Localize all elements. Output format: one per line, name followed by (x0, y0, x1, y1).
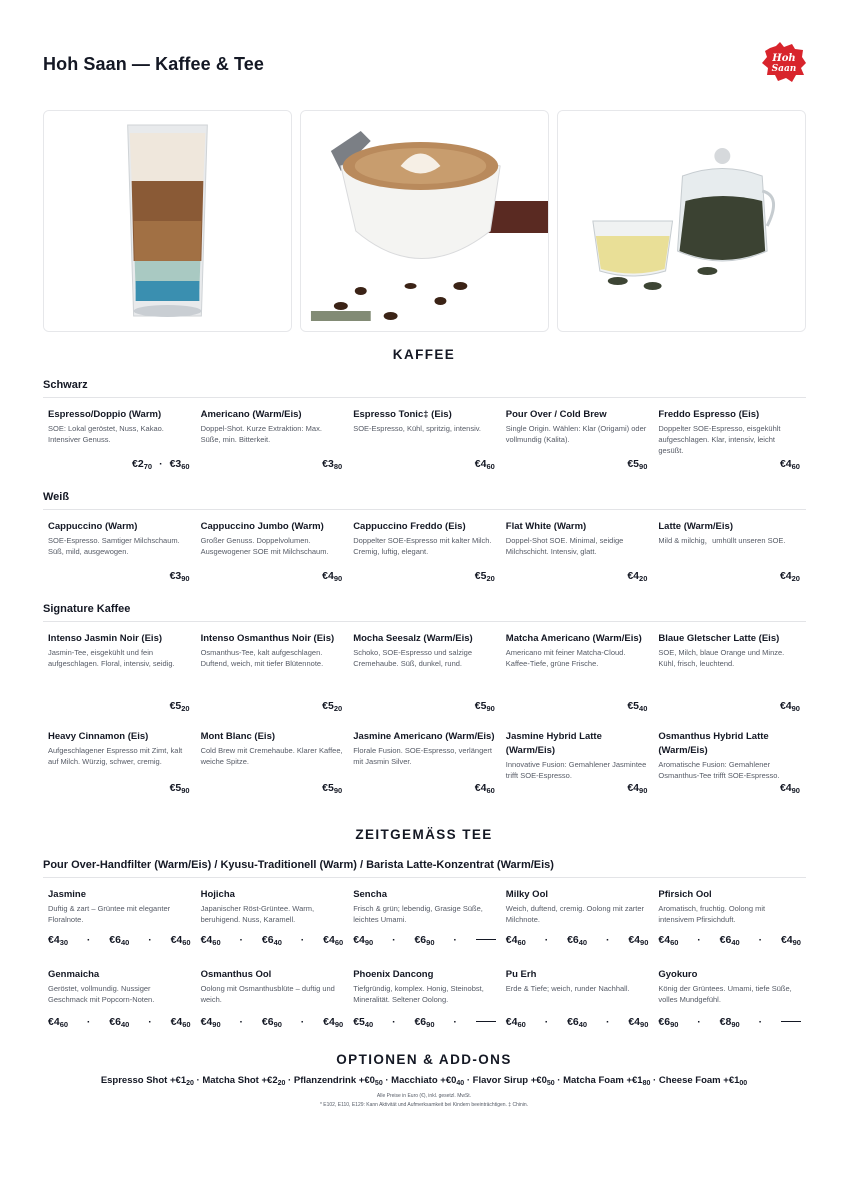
item-row (43, 878, 806, 958)
item-name: Espresso Tonic‡ (Eis) (353, 409, 452, 420)
item-row (43, 398, 806, 478)
group-title: Signature Kaffee (43, 603, 806, 622)
menu-item[interactable] (196, 622, 349, 720)
section-title-optionen: OPTIONEN & ADD-ONS (336, 1052, 512, 1067)
menu-item[interactable] (348, 398, 501, 478)
item-desc: Erde & Tiefe; weich, runder Nachhall. (505, 984, 630, 993)
item-name: Pour Over / Cold Brew (505, 409, 607, 420)
item-price: $€5_{40}$ (627, 700, 648, 713)
menu-item[interactable] (196, 398, 349, 478)
menu-item[interactable] (43, 622, 196, 720)
item-price: $€5_{20}$ (322, 700, 343, 713)
brand-logo (762, 42, 806, 82)
item-desc: Weich, duftend, cremig. Oolong mit zarter Milchnote. (505, 904, 645, 924)
photo-cappuccino (300, 110, 549, 332)
addon-item[interactable]: Espresso Shot $+€1_{20}$ (100, 1075, 194, 1087)
item-name: Jasmine (48, 889, 87, 900)
menu-item[interactable] (196, 878, 349, 958)
group-tea (43, 859, 806, 1039)
item-name: Cappuccino Freddo (Eis) (353, 521, 466, 532)
item-price: $€4_{90}$ · $€6_{90}$ · $€4_{90}$ (200, 1016, 344, 1029)
item-name: Genmaicha (48, 969, 100, 980)
item-price: $€4_{60}$ (474, 458, 495, 471)
item-price: $€4_{60}$ · $€6_{40}$ · $€4_{60}$ (200, 934, 344, 947)
item-name: Latte (Warm/Eis) (658, 521, 733, 532)
item-name: Blaue Gletscher Latte (Eis) (658, 633, 780, 644)
item-price: $€5_{20}$ (474, 570, 495, 583)
item-price: $€2_{70}$ · $€3_{60}$ (132, 458, 190, 471)
addon-item[interactable]: Cheese Foam $+€1_{00}$ (658, 1075, 748, 1087)
price-unavailable-dash (781, 1021, 801, 1022)
item-price: $€4_{90}$ (779, 782, 800, 795)
item-name: Phoenix Dancong (353, 969, 434, 980)
menu-item[interactable] (43, 958, 196, 1038)
item-name: Osmanthus Ool (200, 969, 272, 980)
price-unavailable-dash (476, 939, 496, 940)
menu-item[interactable] (501, 398, 654, 478)
item-name: Pu Erh (505, 969, 537, 980)
menu-item[interactable] (43, 510, 196, 590)
item-price: $€4_{60}$ (474, 782, 495, 795)
menu-item[interactable] (501, 510, 654, 590)
item-row (43, 510, 806, 590)
item-name: Jasmine Hybrid Latte (Warm/Eis) (505, 731, 602, 756)
item-price: $€4_{60}$ · $€6_{40}$ · $€4_{60}$ (48, 1016, 191, 1029)
item-name: Cappuccino (Warm) (48, 521, 138, 532)
menu-item[interactable] (348, 510, 501, 590)
item-name: Mont Blanc (Eis) (200, 731, 276, 742)
item-name: Intenso Osmanthus Noir (Eis) (200, 633, 335, 644)
page-title: Hoh Saan — Kaffee & Tee (43, 54, 265, 74)
item-price: $€5_{90}$ (627, 458, 648, 471)
item-price: $€4_{60}$ (779, 458, 800, 471)
item-price: $€5_{90}$ (322, 782, 343, 795)
item-desc: Cold Brew mit Cremehaube. Klarer Kaffee, weiche Spitze. (200, 746, 343, 766)
item-desc: Geröstet, vollmundig. Nussiger Geschmack mit Popcorn-Noten. (48, 984, 155, 1004)
item-desc: Oolong mit Osmanthusblüte – duftig und weich. (200, 984, 335, 1004)
item-name: Americano (Warm/Eis) (200, 409, 302, 420)
item-desc: Jasmin-Tee, eisgekühlt und fein aufgeschlagen. Floral, intensiv, seidig. (48, 648, 175, 668)
item-desc: Doppel-Shot. Kurze Extraktion: Max. Süße, min. Bitterkeit. (200, 424, 322, 444)
menu-item[interactable] (348, 878, 501, 958)
svg-text:Saan: Saan (771, 64, 797, 74)
page-header (43, 54, 806, 84)
footnote-additives: * E102, E110, E129: Kann Aktivität und Aufmerksamkeit bei Kindern beeinträchtigen. ‡ Chinin. (319, 1102, 529, 1108)
menu-item[interactable] (501, 720, 654, 804)
item-name: Milky Ool (505, 889, 549, 900)
item-desc: Mild & milchig，umhüllt unseren SOE. (658, 536, 786, 545)
svg-text:Hoh: Hoh (772, 53, 796, 64)
item-name: Heavy Cinnamon (Eis) (48, 731, 149, 742)
menu-item[interactable] (501, 878, 654, 958)
photo-tea-pot (557, 110, 806, 332)
section-title-tee: ZEITGEMÄSS TEE (355, 827, 493, 842)
item-price: $€4_{90}$ (627, 782, 648, 795)
item-desc: Innovative Fusion: Gemahlener Jasmintee trifft SOE-Espresso. (505, 760, 647, 780)
menu-item[interactable] (501, 622, 654, 720)
addon-item[interactable]: Matcha Shot $+€2_{20}$ (202, 1075, 286, 1087)
item-name: Gyokuro (658, 969, 698, 980)
item-desc: Großer Genuss. Doppelvolumen. Ausgewogener SOE mit Milchschaum. (200, 536, 329, 556)
item-desc: Doppel-Shot SOE. Minimal, seidige Milchschicht. Intensiv, glatt. (505, 536, 624, 556)
item-desc: SOE: Lokal geröstet, Nuss, Kakao. Intensiver Genuss. (48, 424, 164, 444)
item-desc: Tiefgründig, komplex. Honig, Steinobst, Mineralität. Seltener Oolong. (353, 984, 484, 1004)
section-title-kaffee: KAFFEE (392, 347, 456, 362)
item-desc: Americano mit feiner Matcha-Cloud. Kaffee-Tiefe, grüne Frische. (505, 648, 626, 668)
item-row (43, 958, 806, 1038)
footnote-prices: Alle Preise in Euro (€), inkl. gesetzl. MwSt. (376, 1093, 472, 1099)
item-name: Hojicha (200, 889, 235, 900)
item-row (43, 622, 806, 720)
photo-strip (43, 110, 806, 332)
addon-item[interactable]: Flavor Sirup $+€0_{50}$ (472, 1075, 555, 1087)
menu-item[interactable] (196, 958, 349, 1038)
photo-iced-latte (43, 110, 292, 332)
item-price: $€4_{60}$ · $€6_{40}$ · $€4_{90}$ (505, 934, 649, 947)
item-price: $€3_{90}$ (169, 570, 190, 583)
menu-item[interactable] (348, 958, 501, 1038)
item-desc: Duftig & zart – Grüntee mit eleganter Floralnote. (48, 904, 171, 924)
menu-item[interactable] (653, 878, 806, 958)
item-desc: Frisch & grün; lebendig, Grasige Süße, leichtes Umami. (353, 904, 483, 924)
menu-item[interactable] (653, 958, 806, 1038)
item-desc: Florale Fusion. SOE-Espresso, verlängert mit Jasmin Silver. (353, 746, 492, 766)
item-price: $€5_{40}$ · $€6_{90}$ · (353, 1016, 496, 1028)
item-desc: Aromatisch, fruchtig. Oolong mit intensivem Pfirsichduft. (658, 904, 766, 924)
menu-item[interactable] (653, 622, 806, 720)
menu-item[interactable] (43, 398, 196, 478)
item-price: $€4_{30}$ · $€6_{40}$ · $€4_{60}$ (48, 934, 191, 947)
item-price: $€4_{90}$ · $€6_{90}$ · (353, 934, 496, 946)
item-desc: Aromatische Fusion: Gemahlener Osmanthus-Tee trifft SOE-Espresso. (658, 760, 780, 780)
group-title: Pour Over-Handfilter (Warm/Eis) / Kyusu-Traditionell (Warm) / Barista Latte-Konzentrat (Warm/Eis) (43, 859, 806, 878)
item-name: Matcha Americano (Warm/Eis) (505, 633, 642, 644)
menu-item[interactable] (196, 720, 349, 804)
group-weiss (43, 491, 806, 591)
item-row (43, 720, 806, 804)
item-name: Jasmine Americano (Warm/Eis) (353, 731, 495, 742)
item-price: $€4_{90}$ (779, 700, 800, 713)
item-name: Espresso/Doppio (Warm) (48, 409, 162, 420)
group-title: Schwarz (43, 379, 806, 398)
menu-item[interactable] (501, 958, 654, 1038)
item-desc: Doppelter SOE-Espresso mit kalter Milch. Cremig, luftig, elegant. (353, 536, 492, 556)
price-unavailable-dash (476, 1021, 496, 1022)
menu-item[interactable] (196, 510, 349, 590)
item-price: $€5_{20}$ (169, 700, 190, 713)
group-schwarz (43, 379, 806, 479)
menu-item[interactable] (348, 720, 501, 804)
item-name: Pfirsich Ool (658, 889, 712, 900)
addons-line: Espresso Shot $+€1_{20}$ · Matcha Shot $+€2_{20}$ · Pflanzendrink $+€0_{50}$ · Macchiato $+€0_{40}$ · Flavor Sirup $+€0_{50}$ · Matcha Foam $+€1_{80}$ · Cheese Foam $+€1_{00}$ (100, 1075, 748, 1087)
item-price: $€5_{90}$ (474, 700, 495, 713)
item-price: $€4_{60}$ · $€6_{40}$ · $€4_{90}$ (658, 934, 801, 947)
item-name: Flat White (Warm) (505, 521, 587, 532)
item-name: Intenso Jasmin Noir (Eis) (48, 633, 163, 644)
addon-item[interactable]: Macchiato $+€0_{40}$ (391, 1075, 465, 1087)
addon-item[interactable]: Pflanzendrink $+€0_{50}$ (293, 1075, 383, 1087)
item-name: Mocha Seesalz (Warm/Eis) (353, 633, 473, 644)
item-price: $€3_{80}$ (322, 458, 343, 471)
item-desc: Osmanthus-Tee, kalt aufgeschlagen. Duftend, weich, mit tiefer Blütennote. (200, 648, 324, 668)
addon-item[interactable]: Matcha Foam $+€1_{80}$ (563, 1075, 651, 1087)
menu-item[interactable] (653, 398, 806, 478)
item-desc: SOE-Espresso. Samtiger Milchschaum. Süß, mild, ausgewogen. (48, 536, 180, 556)
menu-item[interactable] (43, 720, 196, 804)
item-name: Freddo Espresso (Eis) (658, 409, 760, 420)
item-desc: Aufgeschlagener Espresso mit Zimt, kalt auf Milch. Würzig, schwer, cremig. (48, 746, 183, 766)
item-desc: König der Grüntees. Umami, tiefe Süße, volles Mundgefühl. (658, 984, 792, 1004)
item-price: $€4_{60}$ · $€6_{40}$ · $€4_{90}$ (505, 1016, 649, 1029)
menu-item[interactable] (43, 878, 196, 958)
menu-item[interactable] (653, 510, 806, 590)
item-desc: Schoko, SOE-Espresso und salzige Cremehaube. Süß, dunkel, rund. (353, 648, 472, 668)
item-price: $€4_{20}$ (779, 570, 800, 583)
item-name: Cappuccino Jumbo (Warm) (200, 521, 324, 532)
menu-item[interactable] (348, 622, 501, 720)
item-desc: SOE-Espresso, Kühl, spritzig, intensiv. (353, 424, 482, 433)
group-title: Weiß (43, 491, 806, 510)
item-price: $€6_{90}$ · $€8_{90}$ · (658, 1016, 801, 1028)
item-price: $€5_{90}$ (169, 782, 190, 795)
item-name: Sencha (353, 889, 387, 900)
item-desc: Doppelter SOE-Espresso, eisgekühlt aufgeschlagen. Klar, intensiv, leicht gesüßt. (658, 424, 781, 455)
item-price: $€4_{20}$ (627, 570, 648, 583)
menu-item[interactable] (653, 720, 806, 804)
item-desc: SOE, Milch, blaue Orange und Minze. Kühl, frisch, leuchtend. (658, 648, 785, 668)
group-signature (43, 603, 806, 813)
item-price: $€4_{90}$ (322, 570, 343, 583)
item-desc: Single Origin. Wählen: Klar (Origami) oder vollmundig (Kalita). (505, 424, 647, 444)
item-name: Osmanthus Hybrid Latte (Warm/Eis) (658, 731, 769, 756)
item-desc: Japanischer Röst-Grüntee. Warm, beruhigend. Nuss, Karamell. (200, 904, 315, 924)
